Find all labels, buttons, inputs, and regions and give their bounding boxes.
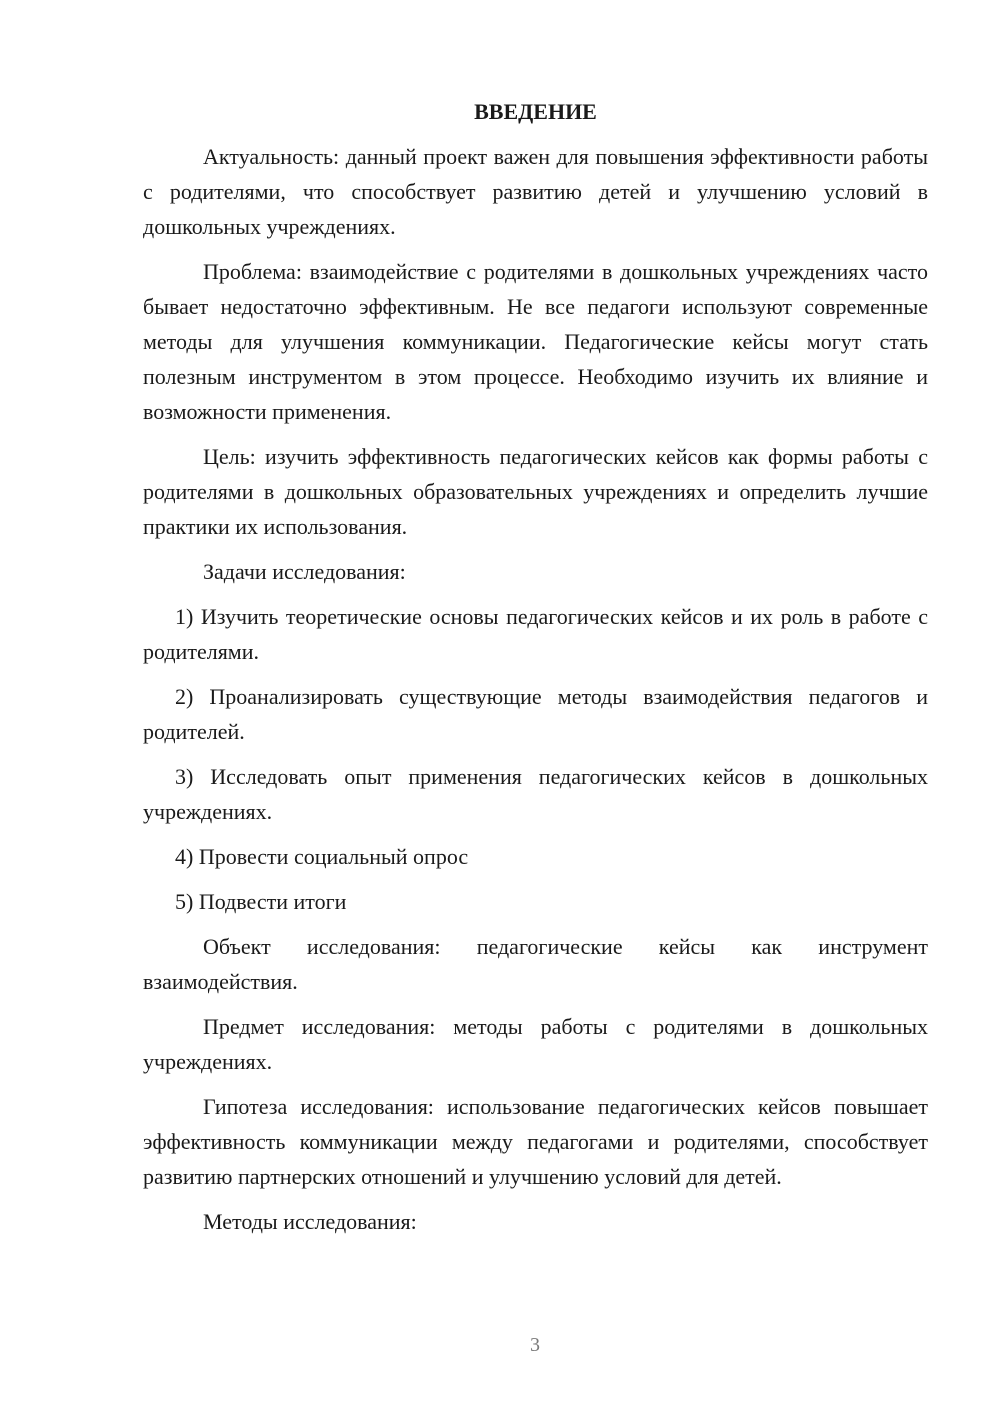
hypothesis-paragraph: Гипотеза исследования: использование педагогических кейсов повышает эффективность коммуникации между педагогами и родителями, способствует развитию партнерских отношений и улучшению условий для детей. xyxy=(143,1094,928,1189)
methods-heading: Методы исследования: xyxy=(203,1209,417,1234)
section-heading: ВВЕДЕНИЕ xyxy=(474,99,597,124)
task-item: 4) Провести социальный опрос xyxy=(175,844,469,869)
subject-paragraph: Предмет исследования: методы работы с родителями в дошкольных учреждениях. xyxy=(143,1014,928,1074)
goal-paragraph: Цель: изучить эффективность педагогических кейсов как формы работы с родителями в дошкольных образовательных учреждениях и определить лучшие практики их использования. xyxy=(143,444,928,539)
task-item: 5) Подвести итоги xyxy=(175,889,347,914)
task-item: 2) Проанализировать существующие методы взаимодействия педагогов и родителей. xyxy=(143,684,928,744)
task-item: 1) Изучить теоретические основы педагогических кейсов и их роль в работе с родителями. xyxy=(143,604,928,664)
task-item: 3) Исследовать опыт применения педагогических кейсов в дошкольных учреждениях. xyxy=(143,764,928,824)
document-page xyxy=(143,94,928,1249)
relevance-paragraph: Актуальность: данный проект важен для повышения эффективности работы с родителями, что способствует развитию детей и улучшению условий в дошкольных учреждениях. xyxy=(143,144,928,239)
tasks-heading: Задачи исследования: xyxy=(203,559,406,584)
page-number: 3 xyxy=(530,1334,540,1356)
object-paragraph: Объект исследования: педагогические кейсы как инструмент взаимодействия. xyxy=(143,934,928,994)
problem-paragraph: Проблема: взаимодействие с родителями в дошкольных учреждениях часто бывает недостаточно эффективным. Не все педагоги используют современные методы для улучшения коммуникации. Педагогические кейсы могут стать полезным инструментом в этом процессе. Необходимо изучить их влияние и возможности применения. xyxy=(143,259,928,424)
